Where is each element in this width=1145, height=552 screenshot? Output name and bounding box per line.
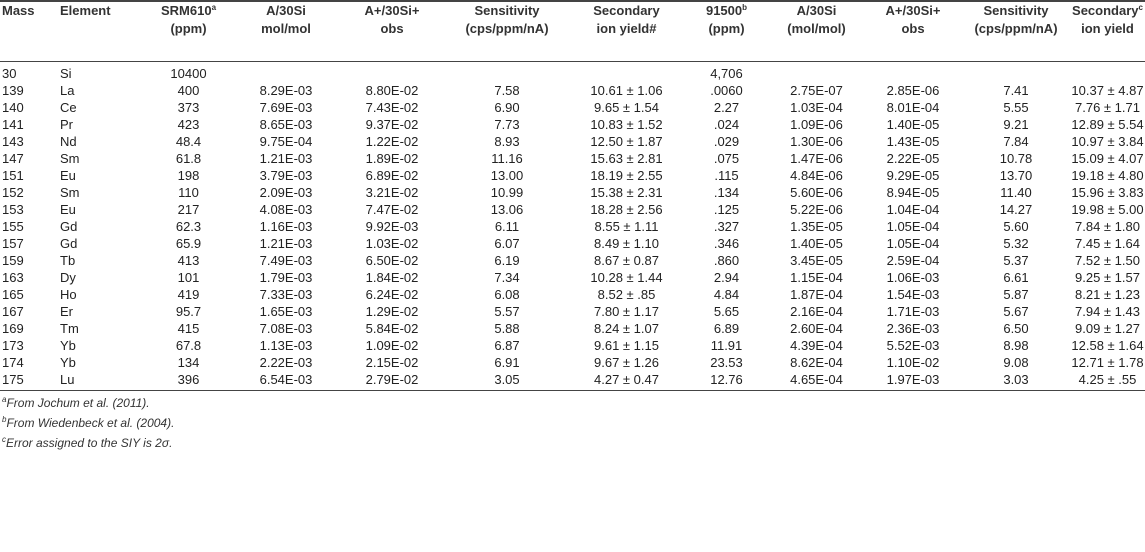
table-cell: 19.18 ± 4.80 — [1071, 167, 1144, 183]
table-cell: 5.84E-02 — [365, 320, 419, 336]
table-cell: 198 — [177, 167, 200, 183]
table-cell: 7.84 ± 1.80 — [1075, 218, 1140, 234]
table-cell: 8.98 — [1003, 337, 1029, 353]
table-cell: 3.21E-02 — [365, 184, 419, 200]
table-cell: 8.49 ± 1.10 — [594, 235, 659, 251]
table-cell: Yb — [60, 354, 76, 370]
table-cell: 12.71 ± 1.78 — [1071, 354, 1144, 370]
column-header-text: Secondary — [593, 3, 660, 18]
table-cell: 2.75E-07 — [790, 82, 843, 98]
table-cell: 30 — [2, 65, 17, 81]
table-cell: 14.27 — [999, 201, 1033, 217]
table-cell: 5.87 — [1003, 286, 1029, 302]
table-cell: 15.96 ± 3.83 — [1071, 184, 1144, 200]
table-cell: 8.01E-04 — [886, 99, 940, 115]
table-row — [0, 184, 1145, 201]
footnote-marker: b — [2, 414, 7, 424]
table-cell: .029 — [713, 133, 740, 149]
footnote-text: From Wiedenbeck et al. (2004). — [6, 415, 175, 430]
table-cell: 1.15E-04 — [790, 269, 843, 285]
table-cell: 18.28 ± 2.56 — [590, 201, 663, 217]
table-cell: 6.08 — [494, 286, 520, 302]
table-cell: .024 — [713, 116, 740, 132]
table-cell: 155 — [2, 218, 24, 234]
table-cell: 9.92E-03 — [365, 218, 419, 234]
table-cell: 12.76 — [684, 371, 769, 391]
table-row — [0, 320, 1145, 337]
table-cell: .0060 — [710, 82, 743, 98]
table-cell — [1070, 61, 1145, 82]
table-cell: 4.84E-06 — [790, 167, 843, 183]
table-cell: 1.05E-04 — [886, 218, 940, 234]
table-cell: 5.88 — [494, 320, 520, 336]
table-cell: 9.21 — [1003, 116, 1029, 132]
table-cell: 67.8 — [175, 337, 202, 353]
table-cell: 3.45E-05 — [790, 252, 843, 268]
table-cell: 7.76 ± 1.71 — [1075, 99, 1140, 115]
table-cell: 13.00 — [490, 167, 524, 183]
table-row — [0, 99, 1145, 116]
table-cell — [569, 61, 684, 82]
table-cell: Gd — [60, 218, 78, 234]
table-cell: 6.07 — [494, 235, 520, 251]
column-header — [684, 1, 769, 61]
table-cell: 8.21 ± 1.23 — [1075, 286, 1140, 302]
table-cell: 9.75E-04 — [259, 133, 313, 149]
footnote-marker: c — [1138, 3, 1143, 12]
table-cell: 2.59E-04 — [886, 252, 940, 268]
table-row — [0, 201, 1145, 218]
table-cell: 65.9 — [175, 235, 202, 251]
table-cell: 9.09 ± 1.27 — [1075, 320, 1140, 336]
table-cell: 140 — [2, 99, 24, 115]
table-cell: 5.55 — [1003, 99, 1029, 115]
table-cell: 6.50E-02 — [365, 252, 419, 268]
table-row — [0, 61, 1145, 82]
table-cell: Si — [60, 65, 72, 81]
table-cell: 13.06 — [490, 201, 524, 217]
column-header-subtext: obs — [901, 21, 925, 36]
table-cell: 1.13E-03 — [259, 337, 313, 353]
table-cell: 9.37E-02 — [365, 116, 419, 132]
table-cell: 1.04E-04 — [886, 201, 940, 217]
table-row — [0, 133, 1145, 150]
table-cell: 423 — [177, 116, 200, 132]
table-cell: 12.58 ± 1.64 — [1071, 337, 1144, 353]
table-cell: 2.36E-03 — [886, 320, 940, 336]
table-cell: Nd — [60, 133, 77, 149]
table-cell: 5.22E-06 — [790, 201, 843, 217]
table-cell: 15.63 ± 2.81 — [590, 150, 663, 166]
table-cell: 373 — [177, 99, 200, 115]
table-cell: 8.62E-04 — [790, 354, 843, 370]
table-row — [0, 252, 1145, 269]
table-cell: Dy — [60, 269, 76, 285]
table-cell: 12.89 ± 5.54 — [1071, 116, 1144, 132]
table-row — [0, 286, 1145, 303]
table-cell: Tm — [60, 320, 79, 336]
table-row — [0, 116, 1145, 133]
table-cell: 1.71E-03 — [886, 303, 940, 319]
table-cell: 419 — [177, 286, 200, 302]
table-cell: 2.22E-05 — [886, 150, 940, 166]
table-cell: 159 — [2, 252, 24, 268]
table-cell: 151 — [2, 167, 24, 183]
table-cell: 2.79E-02 — [339, 371, 445, 391]
footnote — [2, 413, 1145, 433]
table-cell: 10.99 — [490, 184, 524, 200]
table-cell: 3.79E-03 — [259, 167, 313, 183]
table-row — [0, 337, 1145, 354]
table-cell: 8.52 ± .85 — [597, 286, 656, 302]
column-header — [233, 1, 339, 61]
footnote-marker: c — [2, 434, 6, 444]
column-header-subtext: (ppm) — [170, 21, 207, 36]
table-cell: 101 — [177, 269, 200, 285]
table-cell: 152 — [2, 184, 24, 200]
table-cell: 5.32 — [1003, 235, 1029, 251]
table-cell: Ho — [60, 286, 77, 302]
table-cell: 8.65E-03 — [259, 116, 313, 132]
table-cell: 6.11 — [494, 218, 520, 234]
table-cell: 6.54E-03 — [233, 371, 339, 391]
table-cell: La — [60, 82, 75, 98]
table-cell: 1.09E-02 — [365, 337, 419, 353]
table-cell: 4.39E-04 — [790, 337, 843, 353]
table-cell: 7.69E-03 — [259, 99, 313, 115]
table-cell: 2.16E-04 — [790, 303, 843, 319]
table-cell: 6.61 — [1003, 269, 1029, 285]
table-cell: .134 — [713, 184, 740, 200]
column-header-subtext: ion yield — [1081, 21, 1134, 36]
column-header-text: Sensitivity — [983, 3, 1049, 18]
table-cell: 6.91 — [494, 354, 520, 370]
table-cell: Er — [60, 303, 73, 319]
table-cell: 415 — [177, 320, 200, 336]
table-row — [0, 235, 1145, 252]
table-cell: 9.29E-05 — [886, 167, 940, 183]
column-header — [864, 1, 962, 61]
table-cell: 163 — [2, 269, 24, 285]
column-header — [339, 1, 445, 61]
table-cell: 7.33E-03 — [259, 286, 313, 302]
table-cell: 8.94E-05 — [886, 184, 940, 200]
table-cell: .115 — [714, 167, 739, 183]
table-header-row — [0, 1, 1145, 61]
column-header — [962, 1, 1070, 61]
table-cell: 167 — [2, 303, 24, 319]
table-cell: 1.40E-05 — [790, 235, 843, 251]
table-cell: 7.52 ± 1.50 — [1075, 252, 1140, 268]
table-cell — [339, 61, 445, 82]
table-cell: 19.98 ± 5.00 — [1071, 201, 1144, 217]
table-row — [0, 218, 1145, 235]
table-row — [0, 303, 1145, 320]
table-cell: .346 — [713, 235, 740, 251]
column-header — [769, 1, 864, 61]
table-cell: 1.03E-02 — [365, 235, 419, 251]
table-cell: Sm — [60, 184, 80, 200]
table-cell: 2.60E-04 — [790, 320, 843, 336]
footnote — [2, 393, 1145, 413]
table-cell: 7.84 — [1003, 133, 1029, 149]
footnote-marker: b — [742, 3, 748, 12]
table-cell: 5.37 — [1003, 252, 1029, 268]
table-cell: 1.16E-03 — [259, 218, 313, 234]
table-cell: 7.45 ± 1.64 — [1075, 235, 1140, 251]
table-cell: 217 — [177, 201, 200, 217]
table-cell: 7.34 — [494, 269, 520, 285]
column-header-text: A+/30Si+ — [885, 3, 941, 18]
table-cell: 2.85E-06 — [886, 82, 940, 98]
table-cell: 1.35E-05 — [790, 218, 843, 234]
table-cell: 10.78 — [999, 150, 1033, 166]
table-cell: 1.89E-02 — [365, 150, 419, 166]
table-cell: 4,706 — [710, 65, 743, 81]
table-cell: 8.29E-03 — [259, 82, 313, 98]
table-cell: 4.84 — [713, 286, 740, 302]
column-header-text: 91500 — [705, 3, 743, 18]
table-cell — [233, 61, 339, 82]
table-cell: 7.41 — [1003, 82, 1029, 98]
table-cell: 6.87 — [494, 337, 520, 353]
table-cell: .125 — [713, 201, 740, 217]
table-cell: 9.67 ± 1.26 — [594, 354, 659, 370]
table-cell: Gd — [60, 235, 78, 251]
table-cell: 11.40 — [1000, 184, 1032, 200]
table-row — [0, 269, 1145, 286]
table-cell: 1.21E-03 — [259, 150, 313, 166]
column-header-text: A+/30Si+ — [364, 3, 420, 18]
column-header — [569, 1, 684, 61]
table-cell: 4.25 ± .55 — [1070, 371, 1145, 391]
table-cell: 62.3 — [175, 218, 202, 234]
table-cell: 4.08E-03 — [259, 201, 313, 217]
table-cell: 2.94 — [713, 269, 740, 285]
table-cell: 1.43E-05 — [886, 133, 940, 149]
column-header — [0, 1, 60, 61]
table-cell: 9.08 — [1003, 354, 1029, 370]
column-header-subtext: obs — [380, 21, 404, 36]
table-cell: 1.10E-02 — [886, 354, 940, 370]
table-cell: 10.97 ± 3.84 — [1071, 133, 1144, 149]
table-cell: 61.8 — [175, 150, 202, 166]
table-cell: 141 — [2, 116, 24, 132]
table-cell: 5.67 — [1003, 303, 1029, 319]
table-cell: 3.03 — [962, 371, 1070, 391]
table-cell: 1.54E-03 — [886, 286, 940, 302]
table-cell: 7.47E-02 — [365, 201, 419, 217]
table-cell: 4.65E-04 — [769, 371, 864, 391]
table-cell: 2.22E-03 — [259, 354, 313, 370]
table-cell: 5.52E-03 — [886, 337, 940, 353]
table-cell: 18.19 ± 2.55 — [590, 167, 663, 183]
column-header-text: Sensitivity — [474, 3, 540, 18]
column-header-subtext: mol/mol — [261, 21, 311, 36]
table-cell: 3.05 — [445, 371, 569, 391]
table-cell: 1.84E-02 — [365, 269, 419, 285]
table-cell: 9.25 ± 1.57 — [1075, 269, 1140, 285]
table-cell: 1.79E-03 — [259, 269, 313, 285]
table-cell: 8.93 — [494, 133, 520, 149]
footnote-marker: a — [2, 394, 7, 404]
column-header-subtext: (cps/ppm/nA) — [974, 21, 1058, 36]
table-cell: 6.19 — [494, 252, 520, 268]
table-cell: 1.87E-04 — [790, 286, 843, 302]
table-cell: 5.65 — [713, 303, 740, 319]
table-cell: 6.24E-02 — [365, 286, 419, 302]
table-cell: 1.47E-06 — [790, 150, 843, 166]
footnote — [2, 433, 1145, 453]
table-cell: 10.83 ± 1.52 — [590, 116, 663, 132]
table-row — [0, 82, 1145, 99]
table-cell: 15.38 ± 2.31 — [590, 184, 663, 200]
table-cell — [864, 61, 962, 82]
table-cell: 11.91 — [710, 337, 743, 353]
table-cell: 7.49E-03 — [259, 252, 313, 268]
column-header — [144, 1, 233, 61]
column-header-text: A/30Si — [796, 3, 837, 18]
table-cell: 1.03E-04 — [790, 99, 843, 115]
table-cell: 1.29E-02 — [365, 303, 419, 319]
table-cell: 7.43E-02 — [365, 99, 419, 115]
table-cell: 400 — [177, 82, 200, 98]
table-cell: 9.61 ± 1.15 — [594, 337, 659, 353]
table-cell — [962, 61, 1070, 82]
table-cell: .860 — [713, 252, 740, 268]
table-cell: 9.65 ± 1.54 — [594, 99, 659, 115]
column-header-subtext: ion yield# — [596, 21, 657, 36]
table-cell: 1.97E-03 — [864, 371, 962, 391]
column-header — [60, 1, 144, 61]
table-cell: 110 — [178, 184, 199, 200]
table-cell: 2.15E-02 — [365, 354, 419, 370]
table-cell: 174 — [2, 354, 24, 370]
column-header — [445, 1, 569, 61]
table-cell: 12.50 ± 1.87 — [590, 133, 663, 149]
table-row — [0, 371, 1145, 391]
footnote-text: Error assigned to the SIY is 2σ. — [6, 435, 173, 450]
table-cell: 15.09 ± 4.07 — [1071, 150, 1144, 166]
table-cell: Tb — [60, 252, 76, 268]
footnote-text: From Jochum et al. (2011). — [6, 395, 150, 410]
table-cell: 7.80 ± 1.17 — [594, 303, 659, 319]
table-cell: 134 — [177, 354, 200, 370]
table-cell: 8.80E-02 — [365, 82, 419, 98]
table-cell: Eu — [60, 201, 76, 217]
table-cell: 139 — [2, 82, 24, 98]
table-row — [0, 167, 1145, 184]
table-row — [0, 150, 1145, 167]
column-header-subtext: (cps/ppm/nA) — [465, 21, 549, 36]
table-cell: 13.70 — [999, 167, 1033, 183]
table-cell: 6.89E-02 — [365, 167, 419, 183]
table-cell — [445, 61, 569, 82]
table-cell: 10.28 ± 1.44 — [590, 269, 663, 285]
table-cell: 7.94 ± 1.43 — [1075, 303, 1140, 319]
table-cell: 173 — [2, 337, 24, 353]
table-cell: 23.53 — [710, 354, 743, 370]
column-header-text: Mass — [2, 3, 35, 18]
column-header-text: SRM610 — [160, 3, 212, 18]
table-cell: 10.37 ± 4.87 — [1071, 82, 1144, 98]
table-cell: 2.27 — [713, 99, 740, 115]
table-cell: Eu — [60, 167, 76, 183]
table-cell: 165 — [2, 286, 24, 302]
column-header — [1070, 1, 1145, 61]
table-cell: 10.61 ± 1.06 — [590, 82, 663, 98]
table-cell: 5.60E-06 — [790, 184, 843, 200]
table-cell: 8.67 ± 0.87 — [594, 252, 659, 268]
table-cell: 10400 — [170, 65, 207, 81]
table-cell: 413 — [177, 252, 200, 268]
table-cell: 1.65E-03 — [259, 303, 313, 319]
table-cell: 1.30E-06 — [790, 133, 843, 149]
table-cell: 1.09E-06 — [790, 116, 843, 132]
table-cell: 11.16 — [491, 150, 523, 166]
footnote-marker: a — [211, 3, 217, 12]
table-cell: 157 — [2, 235, 24, 251]
table-cell: 6.89 — [713, 320, 740, 336]
table-cell: 6.50 — [1003, 320, 1029, 336]
table-cell: 1.06E-03 — [886, 269, 940, 285]
table-cell: 48.4 — [175, 133, 202, 149]
column-header-subtext: (ppm) — [708, 21, 745, 36]
table-cell: .327 — [713, 218, 740, 234]
table-cell: 5.57 — [494, 303, 520, 319]
table-cell: 2.09E-03 — [259, 184, 313, 200]
table-cell: 7.73 — [494, 116, 520, 132]
table-row — [0, 354, 1145, 371]
table-cell: 8.55 ± 1.11 — [594, 218, 659, 234]
column-header-text: Element — [60, 3, 111, 18]
table-cell: 143 — [2, 133, 24, 149]
table-cell: 147 — [2, 150, 24, 166]
table-cell: 4.27 ± 0.47 — [569, 371, 684, 391]
table-cell: 169 — [2, 320, 24, 336]
table-cell: Lu — [60, 371, 144, 391]
table-cell: 175 — [0, 371, 60, 391]
table-cell: 6.90 — [494, 99, 520, 115]
table-cell: Yb — [60, 337, 76, 353]
table-cell — [769, 61, 864, 82]
table-cell: 95.7 — [175, 303, 202, 319]
table-cell: 1.40E-05 — [886, 116, 940, 132]
table-cell: 8.24 ± 1.07 — [594, 320, 659, 336]
table-cell: 153 — [2, 201, 24, 217]
table-cell: 1.21E-03 — [259, 235, 313, 251]
column-header-subtext: (mol/mol) — [787, 21, 846, 36]
table-cell: 5.60 — [1003, 218, 1029, 234]
table-cell: Ce — [60, 99, 77, 115]
column-header-text: A/30Si — [266, 3, 306, 18]
table-cell: 1.22E-02 — [365, 133, 419, 149]
column-header-text: Secondary — [1072, 3, 1139, 18]
table-cell: 7.58 — [494, 82, 520, 98]
footnotes — [0, 393, 1145, 453]
table-cell: .075 — [713, 150, 740, 166]
table-cell: Pr — [60, 116, 73, 132]
table-cell: 7.08E-03 — [259, 320, 313, 336]
table-cell: Sm — [60, 150, 80, 166]
table-cell: 396 — [144, 371, 233, 391]
table-cell: 1.05E-04 — [886, 235, 940, 251]
table-body — [0, 61, 1145, 390]
